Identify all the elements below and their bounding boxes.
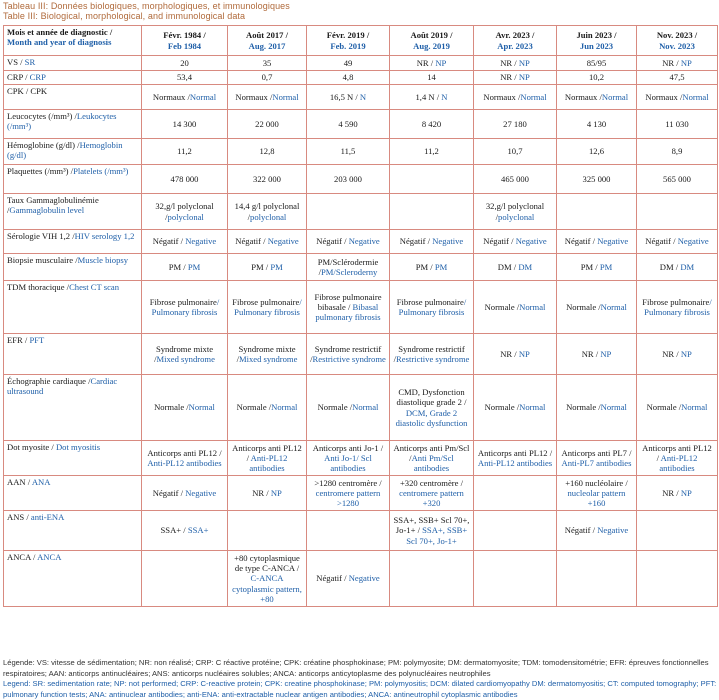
table-row-tdm	[4, 281, 718, 334]
row-label: Sérologie VIH 1,2 /HIV serology 1,2	[4, 230, 142, 254]
table-cell: 8 420	[390, 110, 474, 139]
table-cell: NR / NP	[474, 56, 557, 71]
table-cell: Négatif / Negative	[228, 230, 307, 254]
table-title-en: Table III: Biological, morphological, and immunological data	[3, 11, 246, 21]
table-cell: Négatif / Negative	[142, 230, 228, 254]
table-cell: Normaux /Normal	[474, 85, 557, 110]
table-row-aan	[4, 476, 718, 511]
table-cell: Anticorps anti PL7 / Anti-PL7 antibodies	[557, 441, 637, 476]
table-cell: 35	[228, 56, 307, 71]
table-cell: Normale /Normal	[637, 375, 718, 441]
table-cell: 10,7	[474, 139, 557, 165]
header-row	[4, 26, 718, 56]
table-cell: PM/Sclérodermie /PM/Scleroderny	[307, 254, 390, 281]
table-cell: Normale /Normal	[557, 375, 637, 441]
table-cell	[474, 511, 557, 551]
table-cell: Fibrose pulmonaire/ Pulmonary fibrosis	[637, 281, 718, 334]
table-cell: Syndrome restrictif /Restrictive syndrome	[307, 334, 390, 375]
table-cell: 11,2	[142, 139, 228, 165]
header-date: Août 2017 / Aug. 2017	[228, 26, 307, 56]
header-date: Avr. 2023 / Apr. 2023	[474, 26, 557, 56]
table-cell: Négatif / Negative	[474, 230, 557, 254]
table-cell: +80 cytoplasmique de type C-ANCA / C-ANCA cytoplasmic pattern, +80	[228, 551, 307, 607]
table-cell: 27 180	[474, 110, 557, 139]
table-cell: 10,2	[557, 71, 637, 85]
table-cell: Normaux /Normal	[637, 85, 718, 110]
table-cell	[142, 551, 228, 607]
table-cell: Fibrose pulmonaire/ Pulmonary fibrosis	[142, 281, 228, 334]
table-cell: Anticorps anti PL12 / Anti-PL12 antibodies	[637, 441, 718, 476]
table-cell: 565 000	[637, 165, 718, 194]
table-cell	[307, 194, 390, 230]
row-label: ANCA / ANCA	[4, 551, 142, 607]
header-label: Mois et année de diagnostic / Month and year of diagnosis	[4, 26, 142, 56]
table-cell: Négatif / Negative	[557, 230, 637, 254]
table-cell: 16,5 N / N	[307, 85, 390, 110]
table-cell: 465 000	[474, 165, 557, 194]
table-cell: Négatif / Negative	[307, 230, 390, 254]
table-cell: Normale /Normal	[474, 375, 557, 441]
table-cell: Anticorps anti PL12 / Anti-PL12 antibodies	[474, 441, 557, 476]
row-label: Taux Gammaglobulinémie /Gammaglobulin level	[4, 194, 142, 230]
row-label: Échographie cardiaque /Cardiac ultrasound	[4, 375, 142, 441]
table-cell	[557, 194, 637, 230]
legend-en: Legend: SR: sedimentation rate; NP: not performed; CRP: C-reactive protein; CPK: creatine phosphokinase; PM: polymyositis; DCM: dilated cardiomyopathy DM: dermatomyositis; CT: computed tomography; PFT: pulmonary function tests; ANA: antinuclear antibodies; anti-ENA: anti-extractable nuclear antigen antibodies; ANCA: antineutrophil cytoplasmic antibodies	[3, 679, 717, 699]
row-label: EFR / PFT	[4, 334, 142, 375]
header-date: Nov. 2023 / Nov. 2023	[637, 26, 718, 56]
table-cell: 12,6	[557, 139, 637, 165]
row-label: Leucocytes (/mm³) /Leukocytes (/mm³)	[4, 110, 142, 139]
table-cell	[637, 551, 718, 607]
table-cell: DM / DM	[637, 254, 718, 281]
table-cell: 4 590	[307, 110, 390, 139]
row-label: CRP / CRP	[4, 71, 142, 85]
table-cell	[390, 551, 474, 607]
table-cell: 11,2	[390, 139, 474, 165]
table-cell: >1280 centromère / centromere pattern >1280	[307, 476, 390, 511]
table-cell: 322 000	[228, 165, 307, 194]
table-row-leuco	[4, 110, 718, 139]
table-cell: Normale /Normal	[474, 281, 557, 334]
table-cell: Anticorps anti Jo-1 / Anti Jo-1/ Scl antibodies	[307, 441, 390, 476]
table-cell: Négatif / Negative	[390, 230, 474, 254]
table-cell: NR / NP	[637, 334, 718, 375]
table-cell: +320 centromère / centromere pattern +320	[390, 476, 474, 511]
table-cell: Normale /Normal	[557, 281, 637, 334]
table-cell: Négatif / Negative	[557, 511, 637, 551]
table-cell: Négatif / Negative	[142, 476, 228, 511]
table-cell: 0,7	[228, 71, 307, 85]
table-cell: 14,4 g/l polyclonal /polyclonal	[228, 194, 307, 230]
table-cell	[474, 551, 557, 607]
table-row-biopsie	[4, 254, 718, 281]
table-cell: 4 130	[557, 110, 637, 139]
table-cell: DM / DM	[474, 254, 557, 281]
table-cell: NR / NP	[637, 56, 718, 71]
table-cell: 14 300	[142, 110, 228, 139]
table-row-hb	[4, 139, 718, 165]
table-cell	[390, 194, 474, 230]
table-row-gamma	[4, 194, 718, 230]
table-row-efr	[4, 334, 718, 375]
table-cell: Syndrome mixte /Mixed syndrome	[228, 334, 307, 375]
table-cell: Négatif / Negative	[637, 230, 718, 254]
row-label: Dot myosite / Dot myositis	[4, 441, 142, 476]
row-label: ANS / anti-ENA	[4, 511, 142, 551]
table-cell: 11,5	[307, 139, 390, 165]
table-cell: Anticorps anti PL12 / Anti-PL12 antibodies	[228, 441, 307, 476]
table-cell: 49	[307, 56, 390, 71]
table-cell: PM / PM	[142, 254, 228, 281]
table-cell: Normaux /Normal	[142, 85, 228, 110]
table-cell: SSA+, SSB+ Scl 70+, Jo-1+ / SSA+, SSB+ Scl 70+, Jo-1+	[390, 511, 474, 551]
table-row-vs	[4, 56, 718, 71]
table-cell: CMD, Dysfonction diastolique grade 2 / DCM, Grade 2 diastolic dysfunction	[390, 375, 474, 441]
table-cell: 85/95	[557, 56, 637, 71]
table-cell: NR / NP	[474, 71, 557, 85]
table-row-cpk	[4, 85, 718, 110]
table-cell: 11 030	[637, 110, 718, 139]
table-cell: Syndrome restrictif /Restrictive syndrome	[390, 334, 474, 375]
table-cell: 47,5	[637, 71, 718, 85]
table-cell: NR / NP	[474, 334, 557, 375]
table-cell: 32,g/l polyclonal /polyclonal	[142, 194, 228, 230]
table-cell: PM / PM	[557, 254, 637, 281]
table-cell: 203 000	[307, 165, 390, 194]
table-cell: 53,4	[142, 71, 228, 85]
table-cell: 4,8	[307, 71, 390, 85]
table-cell: 12,8	[228, 139, 307, 165]
table-cell	[637, 194, 718, 230]
table-cell: PM / PM	[228, 254, 307, 281]
table-cell: 14	[390, 71, 474, 85]
table-cell: 1,4 N / N	[390, 85, 474, 110]
table-row-plq	[4, 165, 718, 194]
table-cell: 32,g/l polyclonal /polyclonal	[474, 194, 557, 230]
header-date: Août 2019 / Aug. 2019	[390, 26, 474, 56]
table-cell	[474, 476, 557, 511]
table-cell: SSA+ / SSA+	[142, 511, 228, 551]
table-cell: NR / NP	[637, 476, 718, 511]
table-cell: 22 000	[228, 110, 307, 139]
table-cell: 478 000	[142, 165, 228, 194]
header-date: Juin 2023 / Jun 2023	[557, 26, 637, 56]
table-row-ans	[4, 511, 718, 551]
table-cell	[557, 551, 637, 607]
table-cell: Syndrome mixte /Mixed syndrome	[142, 334, 228, 375]
table-cell	[228, 511, 307, 551]
row-label: VS / SR	[4, 56, 142, 71]
table-cell	[307, 511, 390, 551]
table-cell	[390, 165, 474, 194]
table-cell: Fibrose pulmonaire/ Pulmonary fibrosis	[228, 281, 307, 334]
legend-fr: Légende: VS: vitesse de sédimentation; NR: non réalisé; CRP: C réactive protéine; CPK: créatine phosphokinase; PM: polymyosite; DM: dermatomyosite; TDM: tomodensitométrie; EFR: épreuves fonctionnelles respiratoires; AAN: anticorps antinucléaires; ANS: anticorps nucléaires solubles; ANCA: anticorps anticytoplasme des polynucléaires neutrophiles	[3, 658, 709, 678]
table-row-anca	[4, 551, 718, 607]
table-row-crp	[4, 71, 718, 85]
row-label: Hémoglobine (g/dl) /Hemoglobin (g/dl)	[4, 139, 142, 165]
table-cell: Normaux /Normal	[228, 85, 307, 110]
table-cell: Négatif / Negative	[307, 551, 390, 607]
table-cell: PM / PM	[390, 254, 474, 281]
header-date: Févr. 2019 / Feb. 2019	[307, 26, 390, 56]
table-cell: 8,9	[637, 139, 718, 165]
row-label: Biopsie musculaire /Muscle biopsy	[4, 254, 142, 281]
table-cell: +160 nucléolaire / nucleolar pattern +160	[557, 476, 637, 511]
table-title-fr: Tableau III: Données biologiques, morphologiques, et immunologiques	[3, 1, 290, 11]
table-cell: Normale /Normal	[142, 375, 228, 441]
table-cell: Anticorps anti PL12 / Anti-PL12 antibodies	[142, 441, 228, 476]
table-cell: Normale /Normal	[228, 375, 307, 441]
table-cell: 20	[142, 56, 228, 71]
header-date: Févr. 1984 / Feb 1984	[142, 26, 228, 56]
table-cell: NR / NP	[390, 56, 474, 71]
table-cell	[637, 511, 718, 551]
table-cell: Normaux /Normal	[557, 85, 637, 110]
row-label: TDM thoracique /Chest CT scan	[4, 281, 142, 334]
data-table	[3, 25, 718, 607]
table-row-echo	[4, 375, 718, 441]
table-row-dot	[4, 441, 718, 476]
table-cell: Fibrose pulmonaire/ Pulmonary fibrosis	[390, 281, 474, 334]
row-label: AAN / ANA	[4, 476, 142, 511]
table-cell: Fibrose pulmonaire bibasale / Bibasal pulmonary fibrosis	[307, 281, 390, 334]
table-cell: Anticorps anti Pm/Scl /Anti Pm/Scl antibodies	[390, 441, 474, 476]
table-cell: NR / NP	[228, 476, 307, 511]
table-cell: 325 000	[557, 165, 637, 194]
row-label: Plaquettes (/mm³) /Platelets (/mm³)	[4, 165, 142, 194]
row-label: CPK / CPK	[4, 85, 142, 110]
table-row-vih	[4, 230, 718, 254]
table-cell: Normale /Normal	[307, 375, 390, 441]
table-cell: NR / NP	[557, 334, 637, 375]
